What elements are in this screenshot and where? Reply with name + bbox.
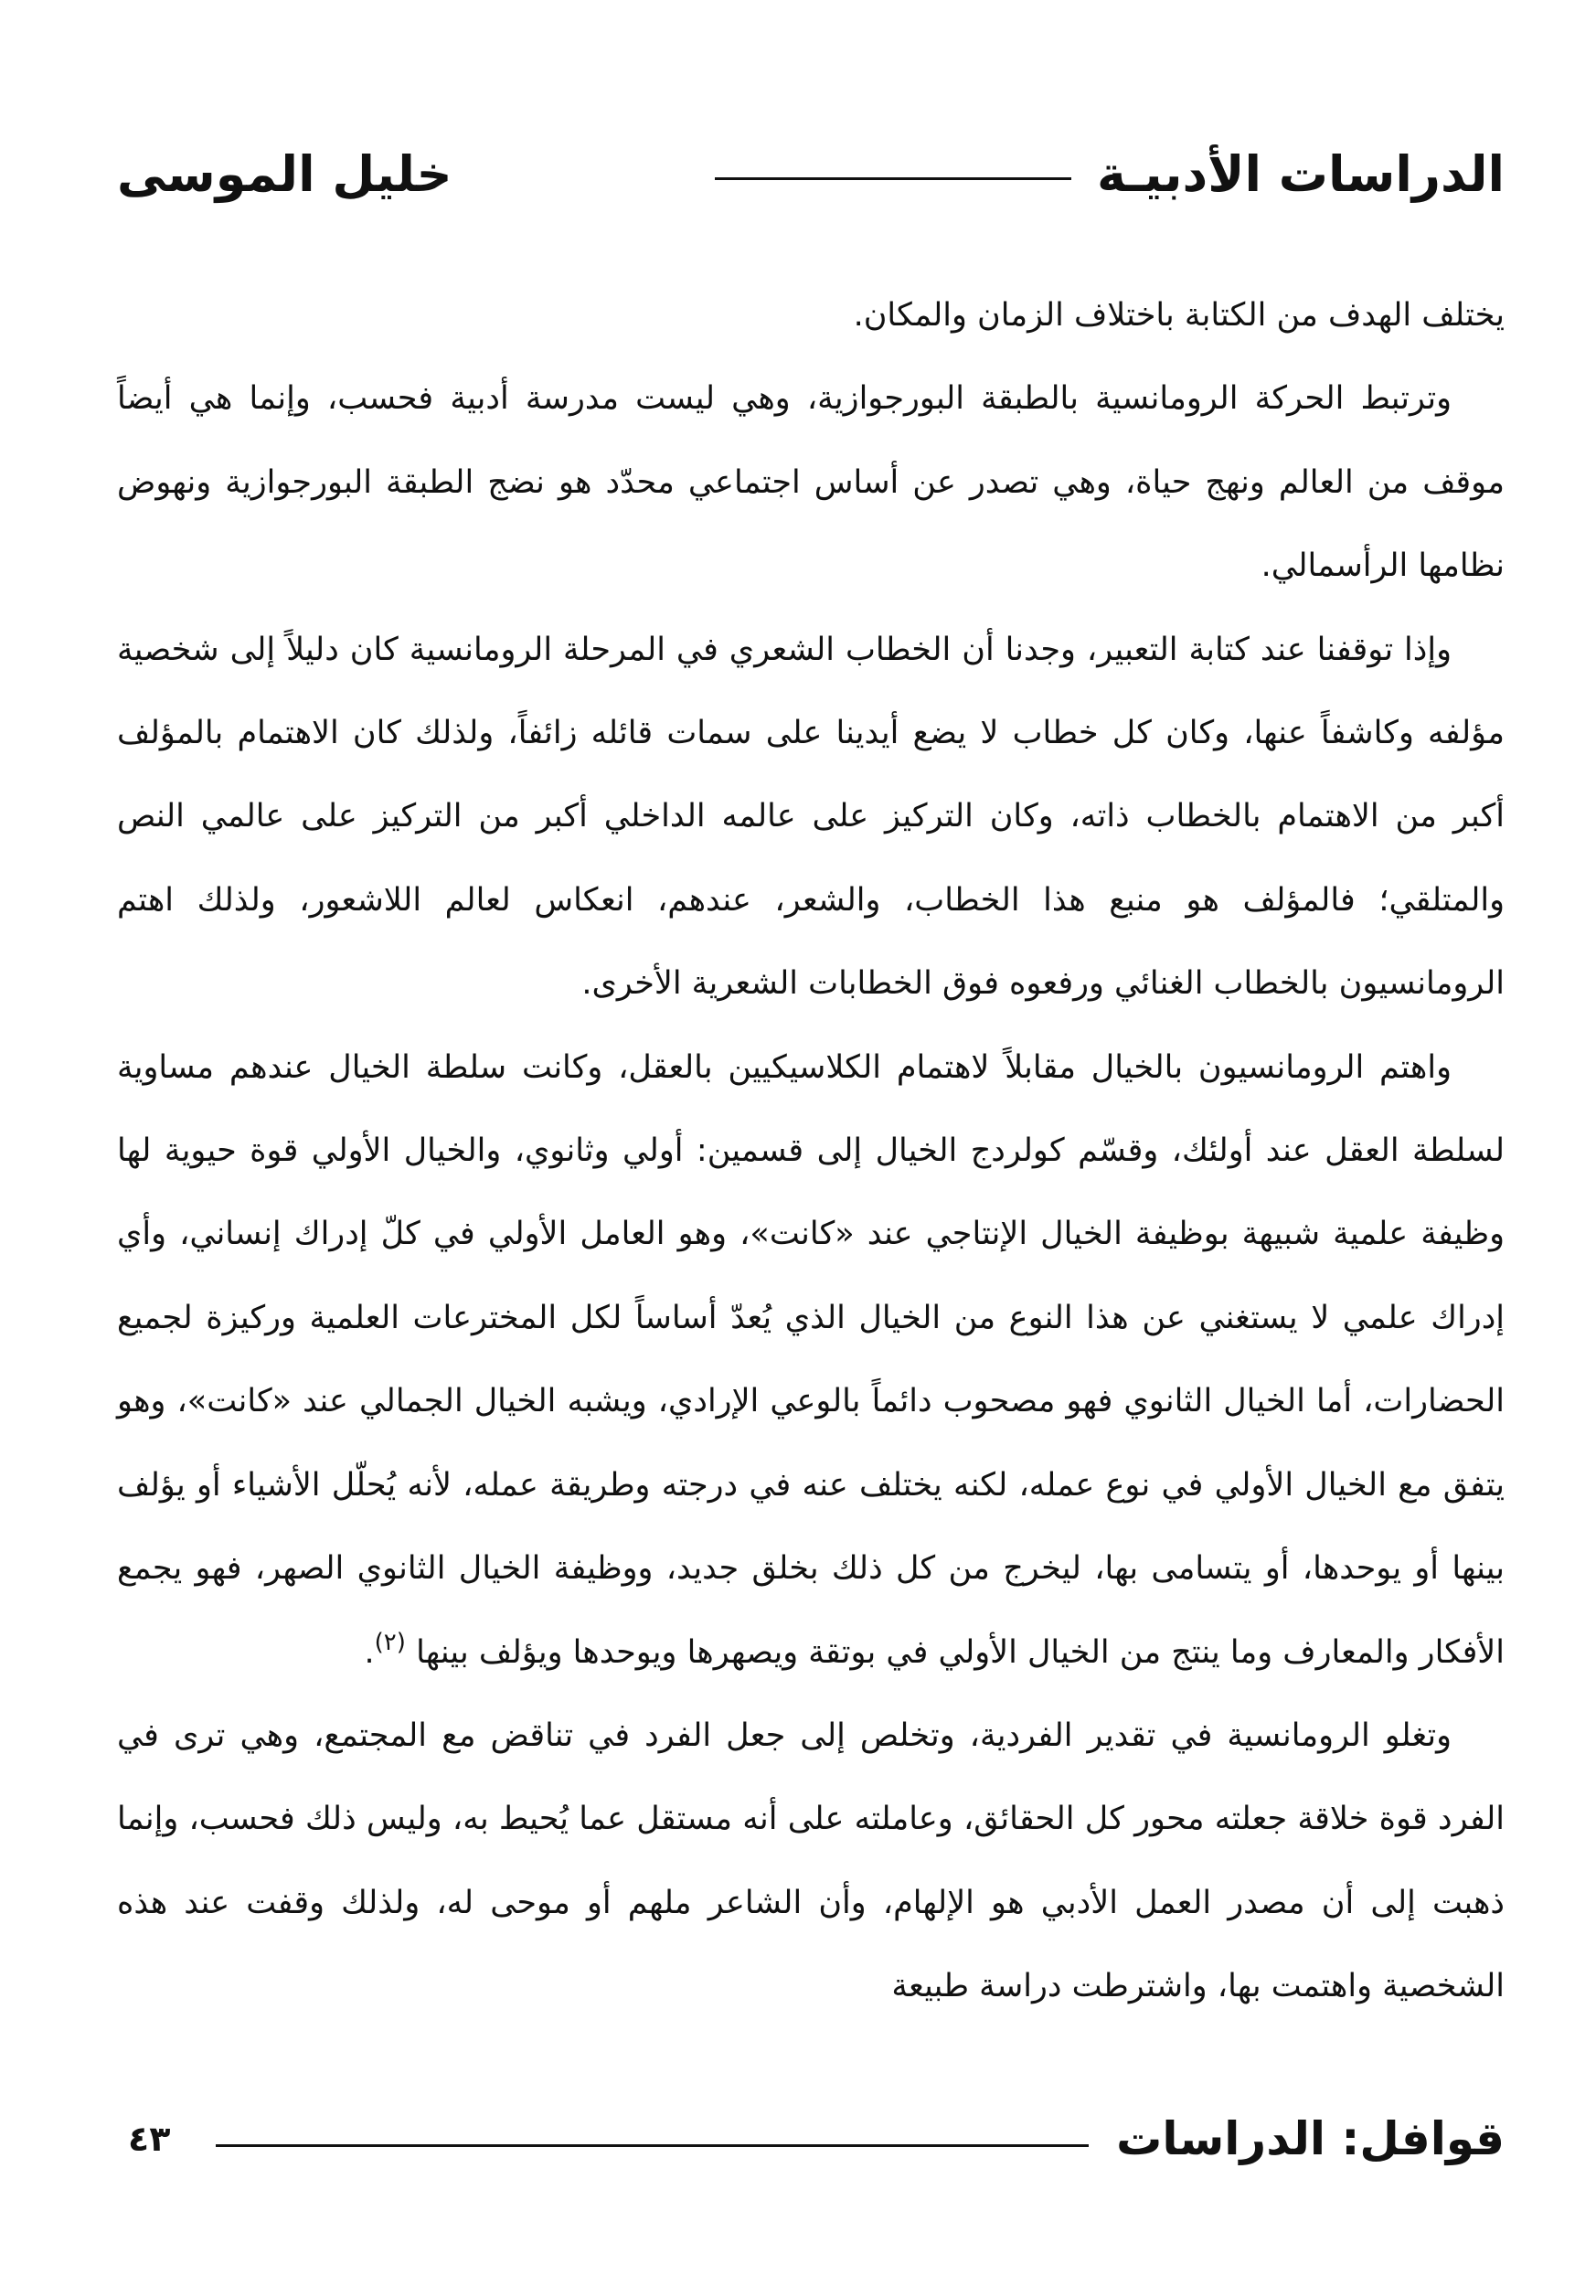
- paragraph-4-text: واهتم الرومانسيون بالخيال مقابلاً لاهتمام الكلاسيكيين بالعقل، وكانت سلطة الخيال عندهم مساوية لسلطة العقل عند أولئك، وقسّم كولردج الخيال إلى قسمين: أولي وثانوي، والخيال الأولي قوة حيوية لها وظيفة علمية شبيهة بوظيفة الخيال الإنتاجي عند «كانت»، وهو العامل الأولي في كلّ إدراك إنساني، وأي إدراك علمي لا يستغني عن هذا النوع من الخيال الذي يُعدّ أساساً لكل المخترعات العلمية وركيزة لجميع الحضارات، أما الخيال الثانوي فهو مصحوب دائماً بالوعي الإرادي، ويشبه الخيال الجمالي عند «كانت»، وهو يتفق مع الخيال الأولي في نوع عمله، لكنه يختلف عنه في درجته وطريقة عمله، لأنه يُحلّل الأشياء أو يؤلف بينها أو يوحدها، أو يتسامى بها، ليخرج من كل ذلك بخلق جديد، ووظيفة الخيال الثانوي الصهر، فهو يجمع الأفكار والمعارف وما ينتج من الخيال الأولي في بوتقة ويصهرها ويوحدها ويؤلف بينها: [117, 1048, 1505, 1671]
- body-text: [117, 274, 1505, 2029]
- header-rule: [715, 177, 1071, 180]
- paragraph-4: [117, 1026, 1505, 1695]
- paragraph-1: يختلف الهدف من الكتابة باختلاف الزمان والمكان.: [853, 297, 1505, 334]
- footnote-reference: (٢): [374, 1628, 406, 1656]
- paragraph-4-end-period: .: [364, 1633, 375, 1671]
- footer-rule: [216, 2144, 1089, 2147]
- running-header: [117, 137, 1505, 210]
- page-footer: [128, 2102, 1505, 2175]
- header-journal-title: الدراسات الأدبيـة: [1097, 144, 1505, 203]
- header-author-name: خليل الموسى: [117, 144, 452, 203]
- paragraph-3: وإذا توقفنا عند كتابة التعبير، وجدنا أن الخطاب الشعري في المرحلة الرومانسية كان دليلاً إلى شخصية مؤلفه وكاشفاً عنها، وكان كل خطاب لا يضع أيدينا على سمات قائله زائفاً، ولذلك كان الاهتمام بالمؤلف أكبر من الاهتمام بالخطاب ذاته، وكان التركيز على عالمه الداخلي أكبر من التركيز على عالمي النص والمتلقي؛ فالمؤلف هو منبع هذا الخطاب، والشعر، عندهم، انعكاس لعالم اللاشعور، ولذلك اهتم الرومانسيون بالخطاب الغنائي ورفعوه فوق الخطابات الشعرية الأخرى.: [117, 631, 1505, 1003]
- page-number: ٤٣: [128, 2119, 171, 2159]
- paragraph-2: وترتبط الحركة الرومانسية بالطبقة البورجوازية، وهي ليست مدرسة أدبية فحسب، وإنما هي أيضاً موقف من العالم ونهج حياة، وهي تصدر عن أساس اجتماعي محدّد هو نضج الطبقة البورجوازية ونهوض نظامها الرأسمالي.: [117, 380, 1505, 585]
- footer-journal-name: قوافل: الدراسات: [1116, 2112, 1505, 2165]
- paragraph-5: وتغلو الرومانسية في تقدير الفردية، وتخلص إلى جعل الفرد في تناقض مع المجتمع، وهي ترى في الفرد قوة خلاقة جعلته محور كل الحقائق، وعاملته على أنه مستقل عما يُحيط به، وليس ذلك فحسب، وإنما ذهبت إلى أن مصدر العمل الأدبي هو الإلهام، وأن الشاعر ملهم أو موحى له، ولذلك وقفت عند هذه الشخصية واهتمت بها، واشترطت دراسة طبيعة: [117, 1717, 1505, 2005]
